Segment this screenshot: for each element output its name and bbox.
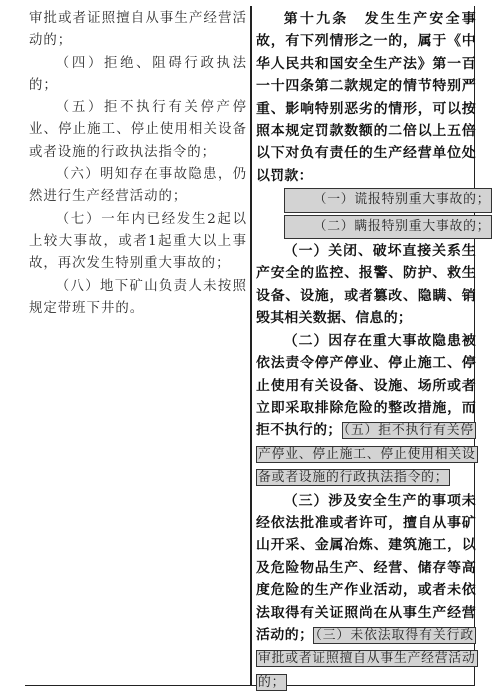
highlight-line-1	[256, 187, 491, 213]
highlight-item-2: （二）瞒报特别重大事故的；	[284, 215, 493, 239]
left-paragraph-2: （四）拒绝、阻碍行政执法的；	[29, 55, 247, 93]
right-paragraph-b-text: （二）因存在重大事故隐患被依法责令停产停业、停止施工、停止使用有关设备、设施、场所或者立即采取排除危险的整改措施，而拒不执行的；	[256, 332, 476, 439]
left-paragraph-4: （六）明知存在事故隐患，仍然进行生产经营活动的；	[29, 167, 247, 205]
right-paragraph-c	[256, 490, 476, 695]
left-column	[29, 8, 247, 320]
right-paragraph-c-text: （三）涉及安全生产的事项未经依法批准或者许可，擅自从事矿山开采、金属冶炼、建筑施工，以及危险物品生产、经营、储存等高度危险的生产作业活动，或者未依法取得有关证照尚在从事生产经营活动的；	[256, 492, 476, 643]
column-divider	[250, 6, 252, 686]
left-paragraph-1: 审批或者证照擅自从事生产经营活动的；	[29, 11, 247, 49]
article-19-intro: 第十九条 发生生产安全事故，有下列情形之一的，属于《中华人民共和国安全生产法》第一百一十四条第二款规定的情节特别严重、影响特别恶劣的情形，可以按照本规定罚款数额的二倍以上五倍以下对负有责任的生产经营单位处以罚款：	[256, 11, 476, 184]
left-paragraph-3: （五）拒不执行有关停产停业、停止施工、停止使用相关设备或者设施的行政执法指令的；	[29, 100, 247, 160]
highlight-line-2	[256, 214, 491, 240]
highlight-item-c: （三）未依法取得有关行政审批或者证照擅自从事生产经营活动的；	[258, 627, 476, 690]
left-paragraph-6: （八）地下矿山负责人未按照规定带班下井的。	[29, 278, 247, 316]
left-paragraph-5: （七）一年内已经发生2起以上较大事故，或者1起重大以上事故，再次发生特别重大事故的；	[29, 211, 247, 272]
right-column	[256, 8, 491, 694]
highlight-item-1: （一）谎报特别重大事故的；	[284, 188, 493, 212]
right-paragraph-b	[256, 330, 476, 490]
right-paragraph-a: （一）关闭、破坏直接关系生产安全的监控、报警、防护、救生设备、设施，或者篡改、隐瞒、销毁其相关数据、信息的；	[256, 243, 476, 327]
highlight-item-b: （五）拒不执行有关停产停业、停止施工、停止使用相关设备或者设施的行政执法指令的；	[258, 423, 476, 486]
